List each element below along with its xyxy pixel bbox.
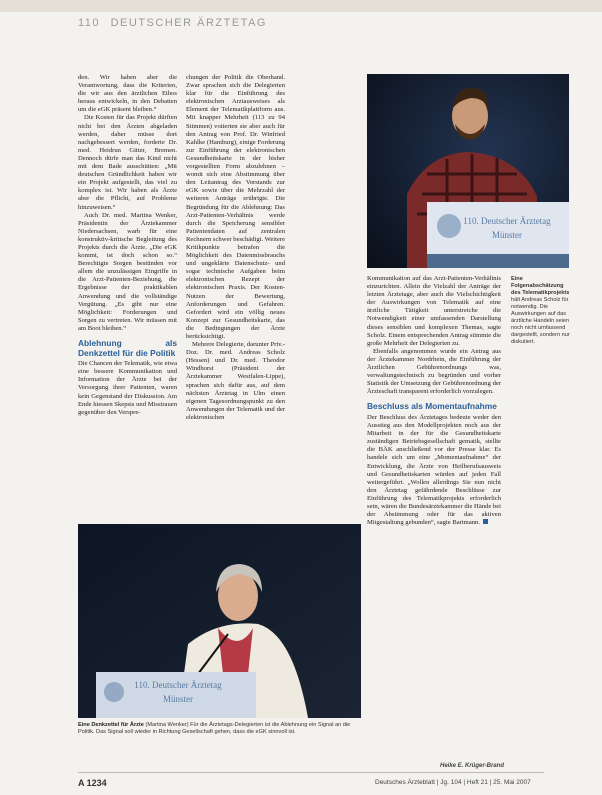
- author-credit: Heike E. Krüger-Brand: [440, 763, 505, 769]
- paragraph: Auch Dr. med. Martina Wenker, Präsidentin der Ärztekammer Niedersachsen, warb für eine konstruktiv-kritische Begleitung des Projekts durch die Ärzte. „Die eGK kommt, ist doch schon so.“ Berechtigte Sorgen bestünden vor allem die unzulässigen Eingriffe in die Arzt-Patienten-Beziehung, die Ergebnisse der praktikablen Anwendung und die vollständige Vergütung. „Es gibt nur eine Möglichkeit: Forderungen und Sorgen zu vertreten. Wir müssen mit am Boot bleiben.“: [78, 211, 177, 332]
- paragraph: Kommunikation auf das Arzt-Patienten-Verhältnis einzurichten. Allein die Vielzahl der Anträge der letzten Ärztetage, aber auch die Vielschichtigkeit der Auswirkungen von Telematik auf eine ärztliche Tätigkeit unterstreiche die Notwendigkeit einer umfassenden Darstellung dieses sensiblen und komplexen Themas, sagte Scholz. Einem entsprechenden Antrag stimmte die große Mehrheit der Delegierten zu.: [367, 275, 501, 347]
- podium-sign-line2: Münster: [163, 694, 193, 704]
- running-header: [78, 17, 267, 29]
- paragraph: den. Wir haben aber die Verantwortung, dass die Kriterien, die wir aus den ärztlichen Ethos heraus entwickeln, in den Debatten um die eGK präsent bleiben.“: [78, 74, 177, 114]
- speaker-photo-bottom-illustration: [78, 524, 361, 718]
- paragraph: Mehrere Delegierte, darunter Priv.-Doz. Dr. med. Andreas Scholz (Hessen) und Dr. med. Theodor Windhorst (Präsident der Ärztekammer Westfalen-Lippe), sprachen sich dafür aus, auf dem nächsten Ärztetag in Ulm einen eigenen Tagesordnungspunkt zu den Anwendungen der Telematik und der elektronischen: [186, 341, 285, 421]
- paragraph-text: Der Beschluss des Ärztetages bedeute weder den Ausstieg aus den Modellprojekten noch aus der Mitarbeit in der für die Gesundheitskarte zuständigen Betriebsgesellschaft gematik, stellte die BÄK anschließend vor der Presse klar. Es handele sich um eine „Momentaufnahme“ der Entwicklung, die Ärzte von Heilberufsausweis und Gesundheitskarten würden auf jeden Fall weitergeführt. „Wollen allerdings Sie nun nicht den Ärztetag gefährdende Beschlüsse zur Einführung des Telematikprojekts erforderlich sein, wären die Bundesärztekammer die Hände bei der Abstimmung oder für das aktiven Mitgestaltung gebunden“, sagte Bartmann.: [367, 414, 501, 527]
- side-caption-title: Eine Folgenabschätzung des Telematikprojekts: [511, 276, 570, 296]
- footer-rule: [78, 772, 544, 773]
- speaker-photo-top-illustration: [367, 74, 569, 268]
- side-caption-text: hält Andreas Scholz für notwendig. Die Auswirkungen auf das ärztliche Handeln seien noch nicht umfassend dargestellt, sondern nur diskutiert.: [511, 297, 570, 345]
- paragraph: Die Kosten für das Projekt dürften nicht bei den Ärzten abgeladen werden, daher müsse dort nachgebessert werden, forderte Dr. med. Heidrun Gitter, Bremen. Dennoch dürfe man das Kind nicht mit dem Bade ausschütten: „Mit deutschen Gründlichkeit haben wir ein Projekt aufgestellt, das viel zu komplex ist. Wir haben als Ärzte aber die Pflicht, auf Probleme hinzuweisen.“: [78, 114, 177, 211]
- footer-page-code: A 1234: [78, 778, 107, 788]
- bottom-caption: [78, 722, 361, 736]
- podium-sign-line1: 110. Deutscher Ärztetag: [134, 680, 222, 690]
- header-band: [0, 0, 602, 12]
- subhead: Beschluss als Momentaufnahme: [367, 401, 497, 412]
- podium-sign-line2: Münster: [492, 230, 522, 240]
- subhead: Ablehnung als Denkzettel für die Politik: [78, 338, 177, 358]
- end-of-article-mark: [483, 519, 488, 524]
- paragraph: [367, 414, 501, 527]
- side-caption: [511, 276, 571, 346]
- section-title: DEUTSCHER ÄRZTETAG: [110, 17, 267, 29]
- bottom-caption-text: (Martina Wenker) Für die Ärztetags-Delegierten ist die Ablehnung ein Signal an die Politik. Das Signal soll wieder in Richtung Gesellschaft gehen, dass die eGK sinnvoll ist.: [78, 722, 351, 735]
- column-3: [367, 275, 501, 527]
- paragraph: chungen der Politik die Oberhand. Zwar sprachen sich die Delegierten klar für die Einführung des elektronischen Arztausweises als Element der Telematikplattform aus. Mit knapper Mehrheit (113 zu 94 Stimmen) votierten sie aber auch für den Antrag von Prof. Dr. Winfried Kahlke (Hamburg), einige Forderung zur Einführung der elektronischen Gesundheitskarte in der bisher vorgestellten Form abzulehnen – womit sich eine Abstimmung über den Leitantrag des Vorstands zur eGK sowie über die Mehrzahl der weiteren Anträge erübrigte. Die Begründung für die Ablehnung: Das Arzt-Patienten-Verhältnis werde durch die Speicherung sensibler Patientendaten auf zentralen Rechnern schwer beschädigt. Weitere Kritikpunkte betrafen die Möglichkeit des Datenmissbrauchs und ungeklärte Datenschutz- und sogar technische Aufgaben beim elektronischen Rezept der elektronischen Praxis. Der Kosten-Nutzen der Bewertung, Anforderungen und Gefahren. Gefordert wird ein völlig neues Konzept zur Gesundheitskarte, das die Bedingungen der Ärzte berücksichtigt.: [186, 74, 285, 340]
- podium-sign-line1: 110. Deutscher Ärztetag: [463, 216, 551, 226]
- paragraph: Ebenfalls angenommen wurde ein Antrag aus der Ärztekammer Nordrhein, die Einführung der Ärztlichen Gebührenordnungs was, verwaltungstechnisch zu begründen und vorher Statistik der Umsetzung der Gebührenordnung der Ärzteschaft transparent erforderlich vorzulegen.: [367, 347, 501, 396]
- bottom-caption-title: Eine Denkzettel für Ärzte: [78, 722, 144, 728]
- speaker-photo-top: [367, 74, 569, 268]
- column-2: [186, 74, 285, 422]
- page-number: 110: [78, 17, 101, 29]
- speaker-photo-bottom: [78, 524, 361, 718]
- footer-journal-info: Deutsches Ärzteblatt | Jg. 104 | Heft 21 | 25. Mai 2007: [375, 779, 531, 786]
- paragraph: Die Chancen der Telematik, wie etwa eine bessere Kommunikation und Information der Ärzte bei der Versorgung ihrer Patienten, waren kein Gegenstand der Diskussion. Am Ende hiessen Skepsis und Misstrauen gegenüber den Verspre-: [78, 360, 178, 416]
- column-1: [78, 74, 177, 417]
